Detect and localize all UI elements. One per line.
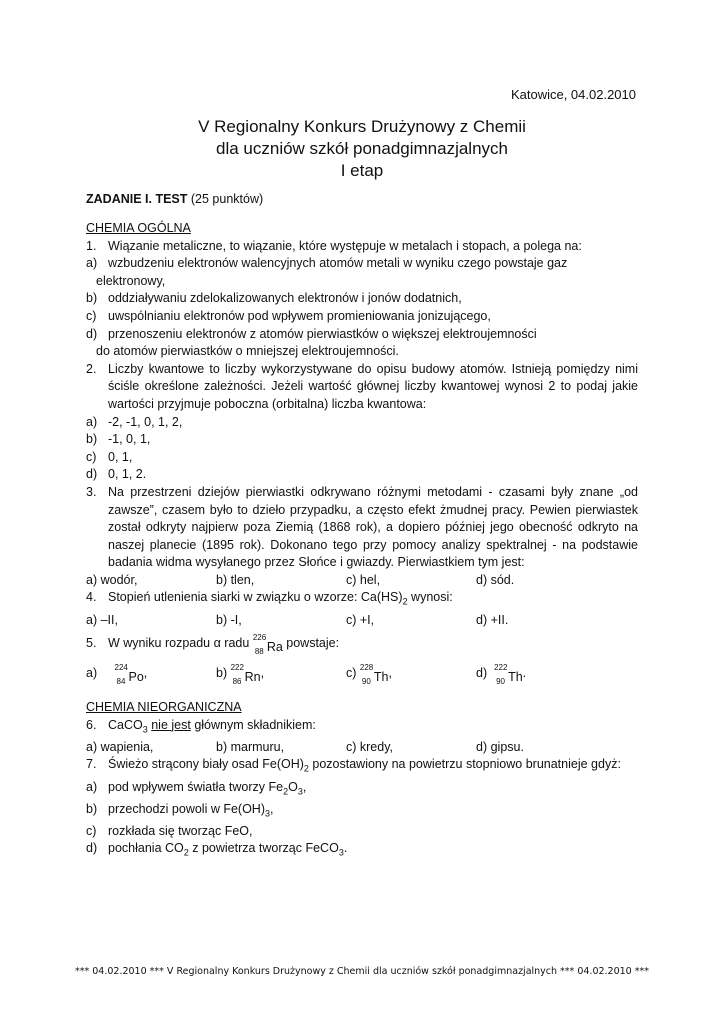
question-2-option-d: d) 0, 1, 2. (86, 467, 147, 482)
question-1-option-d: d) przenoszeniu elektronów z atomów pierwiastków o większej elektroujemności (86, 326, 537, 341)
question-2-option-b: b) -1, 0, 1, (86, 432, 151, 447)
question-7-option-a: a) pod wpływem światła tworzy $Fe_2O_3$, (86, 779, 307, 797)
section-inorganic-chemistry: CHEMIA NIEORGANICZNA (86, 700, 242, 715)
question-6-option-b: b) marmuru, (216, 739, 285, 754)
question-7-option-d: d) pochłania $CO_2$ z powietrza tworząc FeCO$_3$. (86, 841, 348, 858)
question-6-option-a: a) wapienia, (86, 739, 154, 754)
question-6-option-c: c) kredy, (346, 739, 393, 754)
test-content (86, 220, 638, 862)
question-5-options (86, 665, 638, 689)
question-4: 4. Stopień utlenienia siarki w związku o wzorze: $Ca(HS)_2$ wynosi: (86, 590, 453, 607)
title-line-2: dla uczniów szkół ponadgimnazjalnych (216, 139, 508, 158)
title-line-1: V Regionalny Konkurs Drużynowy z Chemii (198, 117, 526, 136)
task-points: (25 punktów) (190, 192, 264, 206)
radium-isotope: 226 88 Ra (252, 633, 283, 657)
task-label: ZADANIE I. TEST (86, 192, 188, 206)
document-title (0, 116, 724, 182)
title-line-3: I etap (340, 161, 384, 180)
question-3-option-a: a) wodór, (86, 572, 138, 587)
question-5-option-d: d) 222 90 Th. (476, 663, 527, 687)
question-1-option-a-cont: elektronowy, (96, 273, 166, 288)
question-3: 3. Na przestrzeni dziejów pierwiastki odkrywano różnymi metodami - czasami były znane „od zawsze”, czasem było to dzieło przypadku, a często efekt żmudnej pracy. Pewien pierwiastek został odkryty najpierw poza Ziemią (1868 rok), a dopiero później jego obecność odkryto na naszej planecie (1895 rok). Dokonano tego przy pomocy analizy spektralnej - na podstawie badania widma wysyłanego przez Słońce i gwiazdy. Pierwiastkiem tym jest: (86, 484, 638, 570)
question-1-option-b: b) oddziaływaniu zdelokalizowanych elektronów i jonów dodatnich, (86, 291, 462, 306)
question-2-option-a: a) -2, -1, 0, 1, 2, (86, 414, 183, 429)
section-general-chemistry: CHEMIA OGÓLNA (86, 221, 191, 235)
question-6-options (86, 739, 638, 757)
task-heading (86, 192, 263, 206)
question-5-option-a: a) 224 84 Po, (86, 663, 148, 687)
page-footer: *** 04.02.2010 *** V Regionalny Konkurs Drużynowy z Chemii dla uczniów szkół ponadgimnazjalnych *** 04.02.2010 *** (74, 966, 649, 977)
question-3-option-d: d) sód. (476, 572, 515, 587)
question-4-option-c: c) +I, (346, 612, 375, 627)
question-3-option-b: b) tlen, (216, 572, 255, 587)
question-1: 1. Wiązanie metaliczne, to wiązanie, które występuje w metalach i stopach, a polega na: (86, 238, 582, 253)
question-1-option-c: c) uwspólnianiu elektronów pod wpływem promieniowania jonizującego, (86, 308, 491, 323)
question-1-option-a: a) wzbudzeniu elektronów walencyjnych atomów metali w wyniku czego powstaje gaz (86, 256, 568, 271)
question-7: 7. Świeżo strącony biały osad $Fe(OH)_2$ pozostawiony na powietrzu stopniowo brunatnieje gdyż: (86, 757, 621, 774)
document-date: Katowice, 04.02.2010 (510, 87, 636, 102)
question-6: 6. CaCO$_3$ nie jest głównym składnikiem: (86, 717, 316, 735)
question-4-option-d: d) +II. (476, 612, 509, 627)
question-2: 2. Liczby kwantowe to liczby wykorzystywane do opisu budowy atomów. Istnieją pomiędzy nimi ściśle określone zależności. Jeżeli wartość głównej liczby kwantowej wynosi 2 to podaj jakie wartości przyjmuje poboczna (orbitalna) liczba kwantowa: (86, 361, 638, 411)
question-4-option-b: b) -I, (216, 612, 242, 627)
question-6-option-d: d) gipsu. (476, 739, 524, 754)
question-4-option-a: a) –II, (86, 612, 118, 627)
question-3-options (86, 572, 638, 590)
question-5: 5. W wyniku rozpadu α radu 226 88 Ra powstaje: (86, 635, 638, 659)
question-7-option-b: b) przechodzi powoli w $Fe(OH)_3$, (86, 801, 274, 819)
question-1-option-d-cont: do atomów pierwiastków o mniejszej elektroujemności. (96, 344, 399, 359)
question-4-options (86, 612, 638, 630)
question-3-option-c: c) hel, (346, 572, 381, 587)
question-5-option-b: b) 222 86 Rn, (216, 663, 265, 687)
question-5-option-c: c) 228 90 Th, (346, 663, 392, 687)
question-7-option-c: c) rozkłada się tworząc FeO, (86, 823, 253, 838)
question-2-option-c: c) 0, 1, (86, 449, 133, 464)
